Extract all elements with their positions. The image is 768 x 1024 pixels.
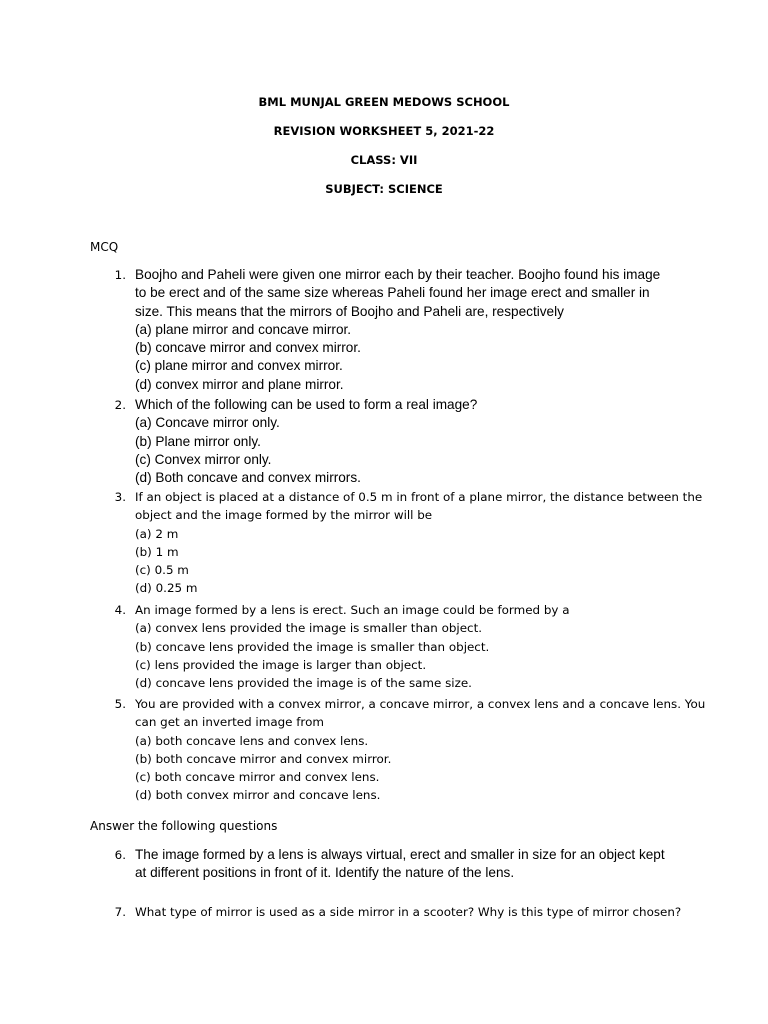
option-a: (a) 2 m (135, 526, 179, 541)
question-line: size. This means that the mirrors of Boojho and Paheli are, respectively (135, 303, 564, 319)
option-c: (c) plane mirror and convex mirror. (135, 358, 343, 374)
question-body (135, 266, 680, 394)
question-line: to be erect and of the same size whereas Paheli found her image erect and smaller in (135, 285, 650, 301)
option-c: (c) lens provided the image is larger than object. (135, 657, 427, 672)
question-line: If an object is placed at a distance of 0.5 m in front of a plane mirror, the distance between the (135, 490, 703, 504)
worksheet-title: REVISION WORKSHEET 5, 2021-22 (273, 124, 495, 138)
option-b: (b) 1 m (135, 544, 179, 559)
question-body (135, 903, 680, 921)
question-line: at different positions in front of it. Identify the nature of the lens. (135, 865, 515, 881)
school-name: BML MUNJAL GREEN MEDOWS SCHOOL (258, 95, 510, 109)
option-c: (c) Convex mirror only. (135, 451, 272, 467)
option-c: (c) 0.5 m (135, 563, 189, 578)
answer-heading: Answer the following questions (90, 819, 278, 833)
option-d: (d) 0.25 m (135, 581, 198, 596)
question-body (135, 601, 680, 692)
option-a: (a) both concave lens and convex lens. (135, 733, 369, 748)
question-body (135, 695, 706, 805)
question-body (135, 846, 680, 883)
question-number: 4. (114, 603, 126, 617)
question-line: Boojho and Paheli were given one mirror each by their teacher. Boojho found his image (135, 267, 661, 282)
question-number: 1. (114, 268, 126, 282)
option-d: (d) Both concave and convex mirrors. (135, 470, 361, 486)
question-line: Which of the following can be used to form a real image? (135, 397, 478, 412)
subject-label: SUBJECT: SCIENCE (325, 182, 443, 196)
question-body (135, 488, 703, 598)
option-a: (a) convex lens provided the image is smaller than object. (135, 621, 483, 636)
option-d: (d) convex mirror and plane mirror. (135, 376, 344, 392)
option-b: (b) concave mirror and convex mirror. (135, 340, 361, 356)
question-line: The image formed by a lens is always virtual, erect and smaller in size for an object kept (135, 847, 665, 862)
question-number: 2. (114, 398, 126, 412)
question-line: can get an inverted image from (135, 715, 324, 730)
mcq-heading: MCQ (90, 240, 119, 254)
question-body (135, 396, 680, 487)
question-line: You are provided with a convex mirror, a concave mirror, a convex lens and a concave lens. You (135, 697, 706, 711)
question-line: An image formed by a lens is erect. Such an image could be formed by a (135, 603, 570, 617)
question-line: object and the image formed by the mirror will be (135, 508, 433, 523)
option-d: (d) concave lens provided the image is of the same size. (135, 676, 472, 691)
question-number: 7. (114, 905, 126, 919)
option-b: (b) both concave mirror and convex mirror. (135, 751, 392, 766)
option-a: (a) Concave mirror only. (135, 415, 280, 431)
option-a: (a) plane mirror and concave mirror. (135, 321, 352, 337)
question-number: 3. (114, 490, 126, 504)
question-number: 6. (114, 848, 126, 862)
option-b: (b) Plane mirror only. (135, 433, 261, 449)
question-number: 5. (114, 697, 126, 711)
option-c: (c) both concave mirror and convex lens. (135, 770, 380, 785)
class-label: CLASS: VII (350, 153, 418, 167)
question-line: What type of mirror is used as a side mirror in a scooter? Why is this type of mirror chosen? (135, 905, 682, 919)
option-b: (b) concave lens provided the image is smaller than object. (135, 639, 490, 654)
option-d: (d) both convex mirror and concave lens. (135, 788, 381, 803)
